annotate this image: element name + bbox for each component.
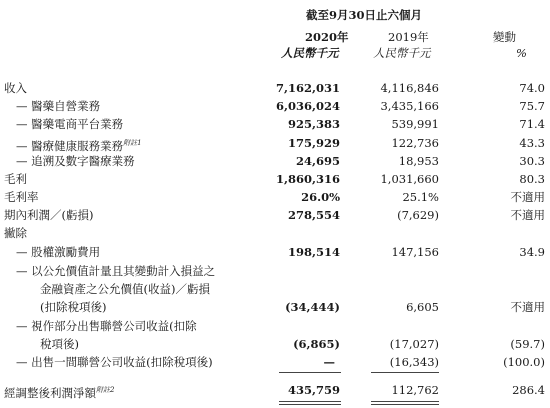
value-2020: — xyxy=(323,355,335,369)
unit-change-header: % xyxy=(516,46,527,60)
value-2020: 24,695 xyxy=(295,154,340,168)
table-row xyxy=(0,317,550,335)
table-row xyxy=(0,353,550,371)
value-2019: 147,156 xyxy=(391,245,439,259)
value-2020: 278,554 xyxy=(287,208,340,222)
row-label: — 以公允價值計量且其變動計入損益之 xyxy=(16,264,216,278)
value-2020: 198,514 xyxy=(287,245,340,259)
table-row xyxy=(0,170,550,188)
row-label: 稅項後) xyxy=(40,337,79,351)
total-rule-2020 xyxy=(279,372,341,373)
table-row xyxy=(0,298,550,316)
footnote-ref: 附註1 xyxy=(123,139,142,147)
year-2020-header: 2020年 xyxy=(305,30,349,44)
table-row xyxy=(0,152,550,170)
change-header: 變動 xyxy=(493,30,516,44)
value-2020: 26.0% xyxy=(301,190,340,204)
value-change: (59.7) xyxy=(510,337,545,351)
value-2019: 18,953 xyxy=(398,154,439,168)
table-row-total xyxy=(0,381,550,399)
row-label: 期內利潤／(虧損) xyxy=(4,208,94,222)
row-label: — 視作部分出售聯營公司收益(扣除 xyxy=(16,319,197,333)
value-2019: 1,031,660 xyxy=(380,172,439,186)
value-2019: 539,991 xyxy=(391,117,439,131)
value-change: 不適用 xyxy=(510,190,545,204)
table-row xyxy=(0,280,550,298)
value-change: 不適用 xyxy=(510,300,545,314)
unit-2019-header: 人民幣千元 xyxy=(373,46,431,60)
value-2020: 7,162,031 xyxy=(275,81,340,95)
table-row xyxy=(0,335,550,353)
value-change: 75.7 xyxy=(519,99,545,113)
row-label: 經調整後利潤淨額 xyxy=(4,385,96,400)
value-2019: 112,762 xyxy=(391,383,439,397)
unit-2020-header: 人民幣千元 xyxy=(281,46,339,60)
value-2020: 6,036,024 xyxy=(275,99,340,113)
table-row xyxy=(0,79,550,97)
table-row xyxy=(0,243,550,261)
table-row xyxy=(0,97,550,115)
value-2019: 6,605 xyxy=(406,300,439,314)
double-rule-2020-b xyxy=(279,404,341,405)
value-2019: (7,629) xyxy=(397,208,439,222)
value-change: (100.0) xyxy=(503,355,545,369)
total-rule-2019 xyxy=(371,372,439,373)
value-2020: (34,444) xyxy=(285,300,340,314)
row-label: — 股權激勵費用 xyxy=(16,245,101,259)
value-change: 74.0 xyxy=(519,81,545,95)
table-row xyxy=(0,134,550,152)
row-label: 毛利率 xyxy=(4,190,39,204)
year-2019-header: 2019年 xyxy=(388,30,429,44)
table-row xyxy=(0,115,550,133)
table-row xyxy=(0,224,550,242)
value-2019: 4,116,846 xyxy=(380,81,439,95)
value-2020: 925,383 xyxy=(287,117,340,131)
value-2020: 435,759 xyxy=(287,383,340,397)
value-change: 43.3 xyxy=(519,136,545,150)
value-2019: 25.1% xyxy=(402,190,439,204)
value-change: 34.9 xyxy=(519,245,545,259)
value-2020: 175,929 xyxy=(287,136,340,150)
value-change: 30.3 xyxy=(519,154,545,168)
row-label: 金融資產之公允價值(收益)／虧損 xyxy=(40,282,210,296)
value-2020: 1,860,316 xyxy=(275,172,340,186)
row-label: — 追溯及數字醫療業務 xyxy=(16,154,135,168)
double-rule-2019-b xyxy=(371,404,439,405)
row-label: — 醫療健康服務業務 xyxy=(16,138,124,153)
row-label: 撇除 xyxy=(4,226,27,240)
value-2019: (16,343) xyxy=(389,355,439,369)
row-label: (扣除稅項後) xyxy=(40,300,107,314)
row-label: — 醫藥自營業務 xyxy=(16,99,101,113)
row-label: — 出售一間聯營公司收益(扣除稅項後) xyxy=(16,355,213,369)
footnote-ref: 附註2 xyxy=(96,386,115,394)
value-2019: 122,736 xyxy=(391,136,439,150)
value-change: 71.4 xyxy=(519,117,545,131)
value-2019: 3,435,166 xyxy=(380,99,439,113)
value-change: 286.4 xyxy=(512,383,545,397)
row-label: 收入 xyxy=(4,81,27,95)
value-2020: (6,865) xyxy=(293,337,340,351)
value-2019: (17,027) xyxy=(389,337,439,351)
table-row xyxy=(0,206,550,224)
row-label: 毛利 xyxy=(4,172,27,186)
double-rule-2019-a xyxy=(371,401,439,402)
table-row xyxy=(0,188,550,206)
double-rule-2020-a xyxy=(279,401,341,402)
table-row xyxy=(0,262,550,280)
value-change: 80.3 xyxy=(519,172,545,186)
period-header: 截至9月30日止六個月 xyxy=(306,8,423,22)
value-change: 不適用 xyxy=(510,208,545,222)
row-label: — 醫藥電商平台業務 xyxy=(16,117,124,131)
